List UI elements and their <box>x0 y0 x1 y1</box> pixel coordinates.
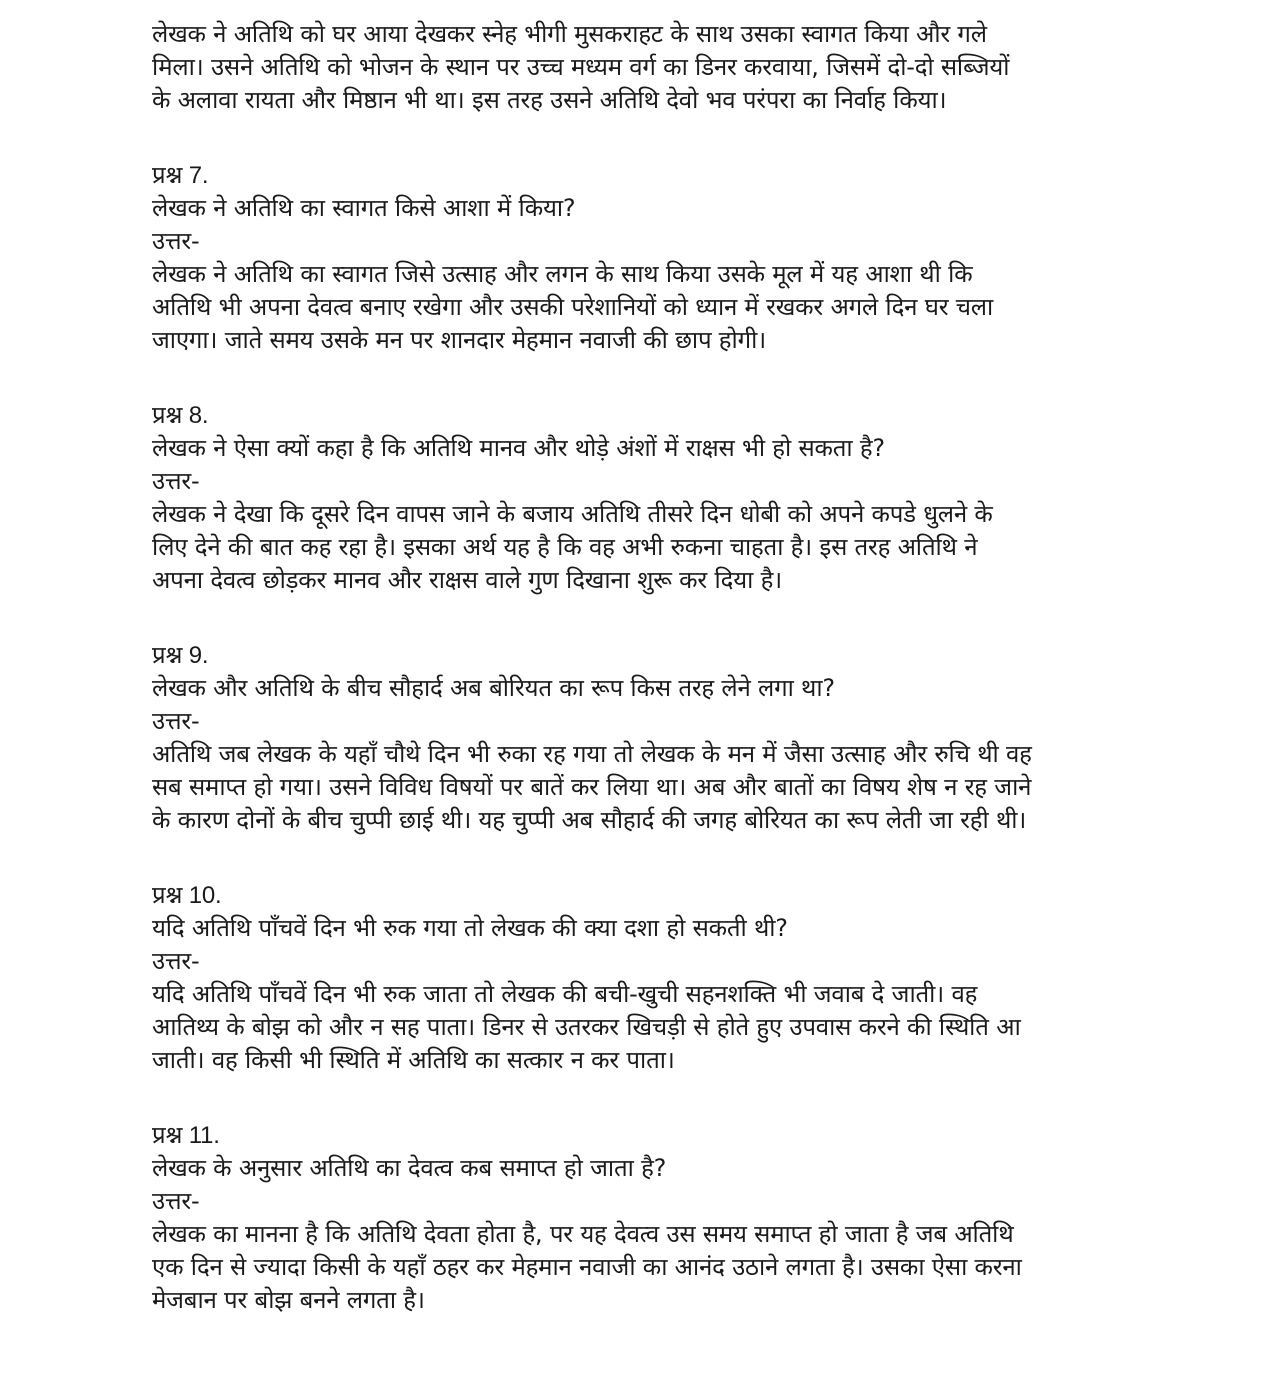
answer-line: मेजबान पर बोझ बनने लगता है। <box>152 1286 425 1314</box>
answer-label: उत्तर- <box>152 1187 200 1215</box>
answer-line: लेखक ने अतिथि का स्वागत जिसे उत्साह और लगन के साथ किया उसके मूल में यह आशा थी कि <box>152 260 973 288</box>
qa-block-7 <box>152 159 1142 357</box>
answer-label: उत्तर- <box>152 467 200 495</box>
answer-line: जाएगा। जाते समय उसके मन पर शानदार मेहमान नवाजी की छाप होगी। <box>152 326 766 354</box>
qa-block-8 <box>152 399 1142 597</box>
qa-block-10 <box>152 879 1142 1077</box>
answer-label: उत्तर- <box>152 947 200 975</box>
question-number: प्रश्न 10. <box>152 882 222 909</box>
question-text: लेखक और अतिथि के बीच सौहार्द अब बोरियत का रूप किस तरह लेने लगा था? <box>152 674 835 702</box>
answer-line: अतिथि भी अपना देवत्व बनाए रखेगा और उसकी परेशानियों को ध्यान में रखकर अगले दिन घर चला <box>152 293 994 321</box>
question-text: लेखक के अनुसार अतिथि का देवत्व कब समाप्त हो जाता है? <box>152 1154 667 1182</box>
question-number: प्रश्न 11. <box>152 1122 220 1149</box>
answer-line: यदि अतिथि पाँचवें दिन भी रुक जाता तो लेखक की बची-खुची सहनशक्ति भी जवाब दे जाती। वह <box>152 980 978 1008</box>
answer-line: लेखक ने देखा कि दूसरे दिन वापस जाने के बजाय अतिथि तीसरे दिन धोबी को अपने कपडे धुलने के <box>152 500 993 528</box>
document-page <box>152 18 1142 1317</box>
question-text: यदि अतिथि पाँचवें दिन भी रुक गया तो लेखक की क्या दशा हो सकती थी? <box>152 914 788 942</box>
question-number: प्रश्न 8. <box>152 402 209 429</box>
paragraph-line: मिला। उसने अतिथि को भोजन के स्थान पर उच्च मध्यम वर्ग का डिनर करवाया, जिसमें दो-दो सब्जियों <box>152 53 1010 81</box>
question-text: लेखक ने अतिथि का स्वागत किसे आशा में किया? <box>152 194 576 222</box>
question-number: प्रश्न 7. <box>152 162 209 189</box>
answer-label: उत्तर- <box>152 227 200 255</box>
answer-line: आतिथ्य के बोझ को और न सह पाता। डिनर से उतरकर खिचड़ी से होते हुए उपवास करने की स्थिति आ <box>152 1013 1021 1041</box>
qa-block-11 <box>152 1119 1142 1317</box>
answer-label: उत्तर- <box>152 707 200 735</box>
answer-line: के कारण दोनों के बीच चुप्पी छाई थी। यह चुप्पी अब सौहार्द की जगह बोरियत का रूप लेती जा रही थी। <box>152 806 1027 834</box>
paragraph-line: के अलावा रायता और मिष्ठान भी था। इस तरह उसने अतिथि देवो भव परंपरा का निर्वाह किया। <box>152 86 947 114</box>
question-number: प्रश्न 9. <box>152 642 209 669</box>
answer-line: एक दिन से ज्यादा किसी के यहाँ ठहर कर मेहमान नवाजी का आनंद उठाने लगता है। उसका ऐसा करना <box>152 1253 1022 1281</box>
question-text: लेखक ने ऐसा क्यों कहा है कि अतिथि मानव और थोड़े अंशों में राक्षस भी हो सकता है? <box>152 434 885 462</box>
answer-line: जाती। वह किसी भी स्थिति में अतिथि का सत्कार न कर पाता। <box>152 1046 675 1074</box>
answer-line: सब समाप्त हो गया। उसने विविध विषयों पर बातें कर लिया था। अब और बातों का विषय शेष न रह जाने <box>152 773 1032 801</box>
qa-block-9 <box>152 639 1142 837</box>
answer-line: लिए देने की बात कह रहा है। इसका अर्थ यह है कि वह अभी रुकना चाहता है। इस तरह अतिथि ने <box>152 533 978 561</box>
intro-paragraph <box>152 18 1142 117</box>
answer-line: अतिथि जब लेखक के यहाँ चौथे दिन भी रुका रह गया तो लेखक के मन में जैसा उत्साह और रुचि थी वह <box>152 740 1032 768</box>
paragraph-line: लेखक ने अतिथि को घर आया देखकर स्नेह भीगी मुसकराहट के साथ उसका स्वागत किया और गले <box>152 20 987 48</box>
answer-line: लेखक का मानना है कि अतिथि देवता होता है, पर यह देवत्व उस समय समाप्त हो जाता है जब अतिथि <box>152 1220 1014 1248</box>
answer-line: अपना देवत्व छोड़कर मानव और राक्षस वाले गुण दिखाना शुरू कर दिया है। <box>152 566 783 594</box>
